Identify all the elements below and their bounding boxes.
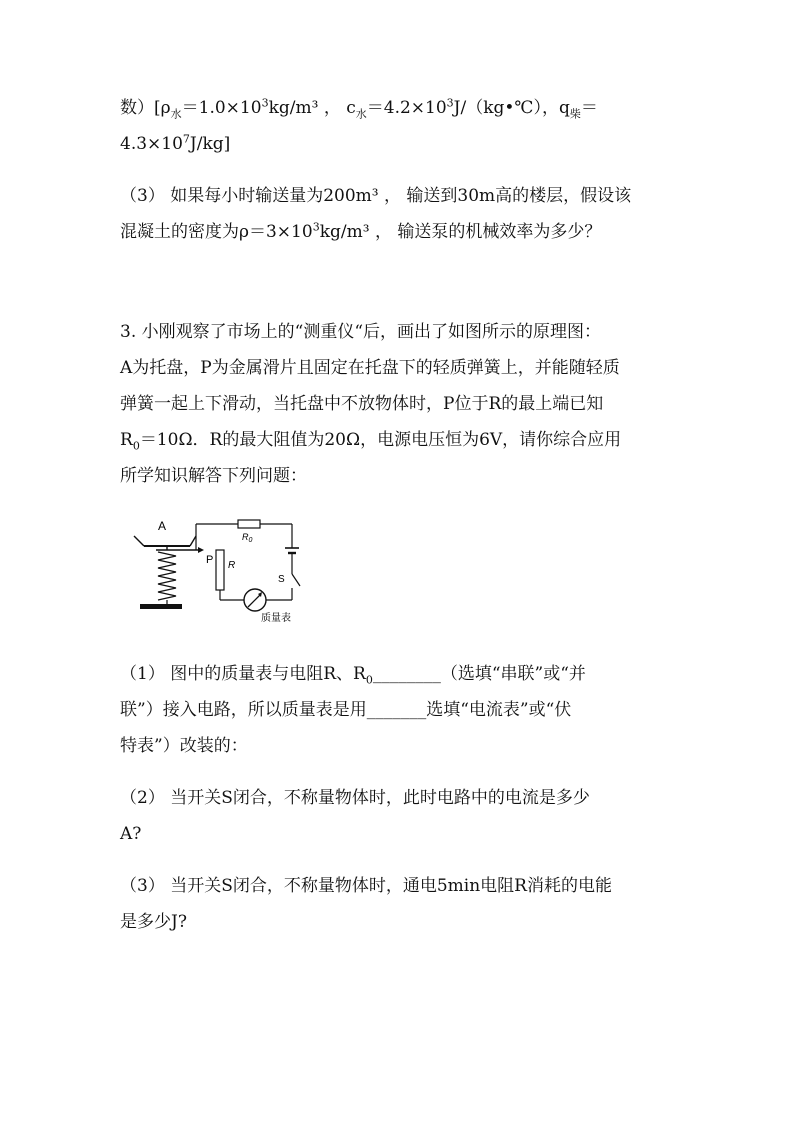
text: （1） 图中的质量表与电阻R、R xyxy=(120,664,366,684)
constants-line-1 xyxy=(120,97,598,119)
question-1-line-2: 联”）接入电路，所以质量表是用_______选填“电流表”或“伏 xyxy=(120,700,572,720)
resistor-r0 xyxy=(238,520,260,528)
slider-arrow xyxy=(198,547,204,553)
problem-3-line-4 xyxy=(120,429,621,451)
label-rheostat-r: R xyxy=(228,560,236,571)
label-r0: $R_0$ xyxy=(242,532,253,544)
text: 4.3×10 xyxy=(120,134,183,154)
superscript: 3 xyxy=(312,220,320,234)
text: kg/m³ ， c xyxy=(268,98,356,118)
question-2-line-1: （2） 当开关S闭合，不称量物体时，此时电路中的电流是多少 xyxy=(120,788,590,808)
superscript: 3 xyxy=(261,96,269,110)
label-slider-p: P xyxy=(206,554,214,566)
subscript: 0 xyxy=(365,673,373,687)
problem-3-line-3: 弹簧一起上下滑动，当托盘中不放物体时，P位于R的最上端已知 xyxy=(120,394,604,414)
tray-left-edge xyxy=(134,536,144,546)
question-3-line-1: （3） 当开关S闭合，不称量物体时，通电5min电阻R消耗的电能 xyxy=(120,876,612,896)
circuit-diagram xyxy=(128,512,303,624)
constants-line-2 xyxy=(120,133,230,155)
subscript: 0 xyxy=(132,439,140,453)
prev-question-3-line-2 xyxy=(120,221,601,243)
subscript: 水 xyxy=(170,107,182,121)
superscript: 3 xyxy=(446,96,454,110)
text: J/（kg•℃），q xyxy=(453,98,570,118)
problem-3-line-1: 3. 小刚观察了市场上的“测重仪“后，画出了如图所示的原理图： xyxy=(120,322,602,342)
problem-3-line-5: 所学知识解答下列问题： xyxy=(120,466,307,486)
problem-3-line-2: A为托盘，P为金属滑片且固定在托盘下的轻质弹簧上，并能随轻质 xyxy=(120,358,620,378)
text: 数）[ρ xyxy=(120,98,171,118)
ground-base xyxy=(140,604,182,609)
text: kg/m³ ， 输送泵的机械效率为多少？ xyxy=(319,222,602,242)
label-mass-meter: 质量表 xyxy=(261,613,291,624)
question-1-line-3: 特表”）改装的： xyxy=(120,736,248,756)
superscript: 7 xyxy=(182,132,190,146)
question-2-line-2: A? xyxy=(120,824,142,844)
spring xyxy=(158,552,176,600)
text: ＝ xyxy=(580,98,598,118)
text: ________（选填“串联”或“并 xyxy=(372,664,586,684)
text: 混凝土的密度为ρ＝3×10 xyxy=(120,222,313,242)
subscript: 水 xyxy=(355,107,367,121)
text: ＝1.0×10 xyxy=(181,98,262,118)
label-switch-s: S xyxy=(278,574,285,585)
subscript: 柴 xyxy=(569,107,581,121)
switch-s xyxy=(292,574,300,586)
text: J/kg] xyxy=(189,134,231,154)
text: R xyxy=(120,430,133,450)
text: ＝10Ω．R的最大阻值为20Ω，电源电压恒为6V，请你综合应用 xyxy=(139,430,622,450)
question-1-line-1 xyxy=(120,663,586,685)
tray-right-edge xyxy=(190,536,196,546)
prev-question-3-line-1: （3） 如果每小时输送量为200m³ ， 输送到30m高的楼层，假设该 xyxy=(120,186,632,206)
question-3-line-2: 是多少J? xyxy=(120,912,187,932)
text: ＝4.2×10 xyxy=(366,98,447,118)
rheostat-r xyxy=(216,550,224,590)
label-tray-a: A xyxy=(158,519,167,533)
